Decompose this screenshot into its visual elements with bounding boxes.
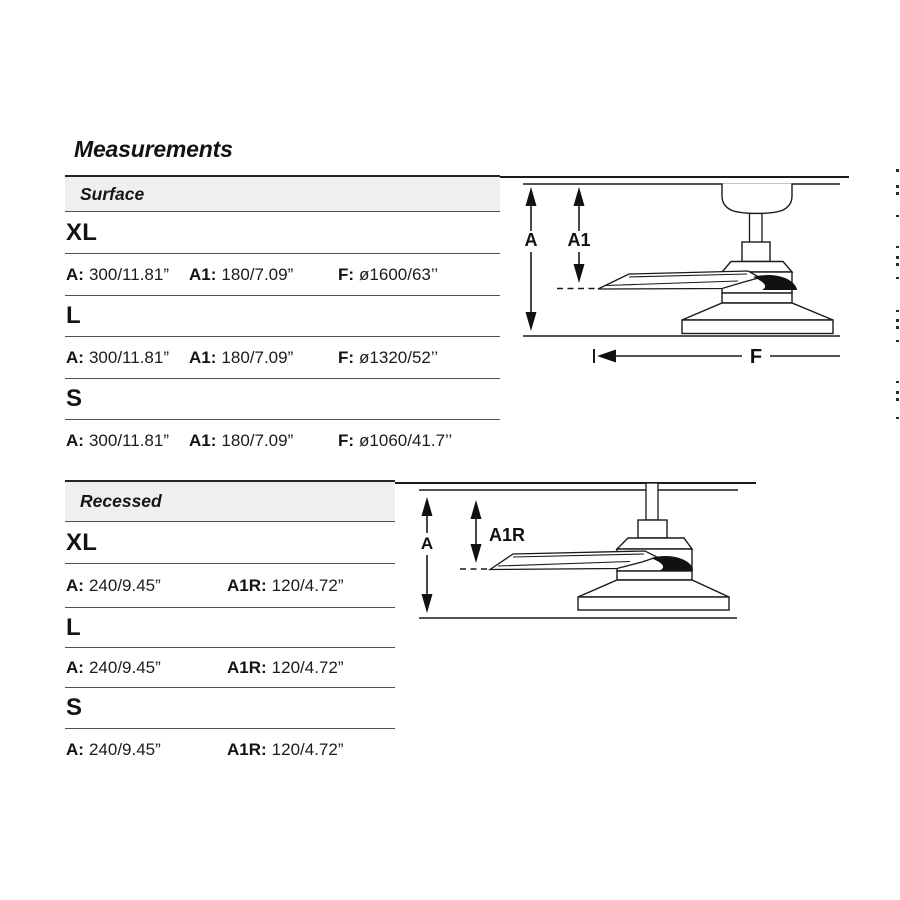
spec-label: F: bbox=[338, 264, 355, 284]
size-row-s bbox=[65, 687, 395, 728]
clipped-text-fragment bbox=[896, 277, 899, 279]
spec-f bbox=[338, 348, 438, 368]
clipped-text-fragment bbox=[896, 340, 899, 342]
dimension-arrow-a bbox=[526, 187, 537, 331]
spec-a bbox=[66, 740, 161, 760]
surface-table-title: Surface bbox=[80, 183, 145, 204]
spec-a1r bbox=[227, 658, 344, 678]
fan-downrod bbox=[646, 483, 658, 520]
spec-value: 120/4.72” bbox=[271, 575, 344, 595]
spec-a1 bbox=[189, 431, 293, 451]
fan-motor-shoulder bbox=[617, 538, 692, 549]
clipped-text-fragment bbox=[896, 215, 899, 217]
spec-value: 180/7.09” bbox=[221, 264, 294, 284]
fan-coupler bbox=[638, 520, 667, 538]
dimension-arrow-f bbox=[594, 349, 840, 363]
clipped-text-fragment bbox=[896, 169, 899, 172]
surface-table-header bbox=[65, 177, 500, 212]
clipped-text-fragment bbox=[896, 417, 899, 419]
spec-value: 240/9.45” bbox=[88, 739, 161, 759]
spec-label: A: bbox=[66, 264, 84, 284]
spec-label: A1R: bbox=[227, 739, 267, 759]
size-label: XL bbox=[66, 218, 98, 246]
fan-light-kit bbox=[578, 597, 729, 610]
clipped-text-fragment bbox=[896, 263, 899, 266]
size-row-l bbox=[65, 607, 395, 647]
spec-a1 bbox=[189, 265, 293, 285]
dimension-label-a1r: A1R bbox=[489, 525, 526, 545]
clipped-text-fragment bbox=[896, 391, 899, 394]
spec-a bbox=[66, 431, 169, 451]
spec-value: 120/4.72” bbox=[271, 739, 344, 759]
clipped-text-fragment bbox=[896, 398, 899, 401]
size-label: L bbox=[66, 613, 81, 641]
spec-f bbox=[338, 265, 438, 285]
recessed-table-title: Recessed bbox=[80, 491, 162, 511]
spec-label: F: bbox=[338, 347, 355, 367]
recessed-table bbox=[65, 480, 395, 770]
surface-table bbox=[65, 175, 500, 461]
spec-value: 180/7.09” bbox=[221, 430, 294, 450]
clipped-text-fragment bbox=[896, 192, 899, 195]
spec-label: A: bbox=[66, 739, 84, 759]
spec-label: A1R: bbox=[227, 575, 267, 595]
spec-value: ø1600/63’’ bbox=[359, 264, 439, 284]
size-row-xl bbox=[65, 212, 500, 253]
dimension-arrow-a bbox=[422, 497, 433, 613]
spec-label: A1R: bbox=[227, 657, 267, 677]
fan-motor-band bbox=[617, 571, 692, 580]
dimension-label-a: A bbox=[420, 534, 434, 553]
spec-label: A1: bbox=[189, 347, 217, 367]
clipped-text-fragment bbox=[896, 246, 899, 248]
dimension-label-f: F bbox=[749, 346, 763, 368]
spec-row-xl bbox=[65, 253, 500, 295]
spec-value: 240/9.45” bbox=[88, 657, 161, 677]
clipped-text-fragment bbox=[896, 310, 899, 312]
page-title: Measurements bbox=[74, 136, 233, 162]
clipped-text-fragment bbox=[896, 326, 899, 329]
size-label: S bbox=[66, 694, 83, 721]
spec-value: 240/9.45” bbox=[88, 575, 161, 595]
spec-row-s bbox=[65, 728, 395, 770]
spec-row-s bbox=[65, 419, 500, 461]
clipped-text-fragment bbox=[896, 185, 899, 188]
spec-value: ø1060/41.7’’ bbox=[359, 430, 453, 450]
spec-value: 300/11.81” bbox=[88, 264, 169, 284]
dimension-label-a: A bbox=[524, 230, 538, 250]
spec-value: 120/4.72” bbox=[271, 657, 344, 677]
spec-a bbox=[66, 658, 161, 678]
clipped-text-fragment bbox=[896, 319, 899, 322]
size-row-s bbox=[65, 378, 500, 419]
size-row-xl bbox=[65, 522, 395, 563]
spec-label: A: bbox=[66, 657, 84, 677]
spec-label: A: bbox=[66, 430, 84, 450]
fan-light-flare bbox=[578, 580, 729, 597]
spec-value: 180/7.09” bbox=[221, 347, 294, 367]
recessed-diagram bbox=[395, 470, 765, 630]
fan-side-view bbox=[598, 184, 833, 334]
spec-f bbox=[338, 431, 452, 451]
spec-a bbox=[66, 265, 169, 285]
clipped-text-fragment bbox=[896, 256, 899, 259]
recessed-table-header bbox=[65, 482, 395, 522]
size-label: S bbox=[66, 385, 83, 412]
spec-label: A: bbox=[66, 347, 84, 367]
size-label: XL bbox=[66, 528, 98, 556]
fan-coupler bbox=[742, 242, 770, 262]
spec-row-l bbox=[65, 336, 500, 378]
spec-label: A1: bbox=[189, 430, 217, 450]
spec-value: ø1320/52’’ bbox=[359, 347, 439, 367]
surface-diagram bbox=[500, 165, 900, 375]
spec-label: A1: bbox=[189, 264, 217, 284]
fan-side-view bbox=[490, 483, 729, 610]
spec-row-l bbox=[65, 647, 395, 687]
spec-a1r bbox=[227, 740, 344, 760]
spec-a bbox=[66, 576, 161, 596]
fan-motor-shoulder bbox=[722, 262, 792, 273]
dimension-arrow-a1r bbox=[471, 500, 482, 563]
size-row-l bbox=[65, 295, 500, 336]
spec-label: F: bbox=[338, 430, 355, 450]
spec-label: A: bbox=[66, 575, 84, 595]
spec-value: 300/11.81” bbox=[88, 347, 169, 367]
spec-a bbox=[66, 348, 169, 368]
spec-row-xl bbox=[65, 563, 395, 607]
size-label: L bbox=[66, 302, 81, 329]
dimension-label-a1: A1 bbox=[567, 230, 591, 250]
clipped-text-fragment bbox=[896, 381, 899, 383]
spec-a1 bbox=[189, 348, 293, 368]
fan-light-flare bbox=[682, 303, 833, 320]
fan-motor-band bbox=[722, 293, 792, 303]
spec-value: 300/11.81” bbox=[88, 430, 169, 450]
spec-a1r bbox=[227, 576, 344, 596]
fan-canopy bbox=[722, 184, 792, 214]
fan-light-kit bbox=[682, 320, 833, 334]
fan-downrod bbox=[750, 214, 763, 243]
